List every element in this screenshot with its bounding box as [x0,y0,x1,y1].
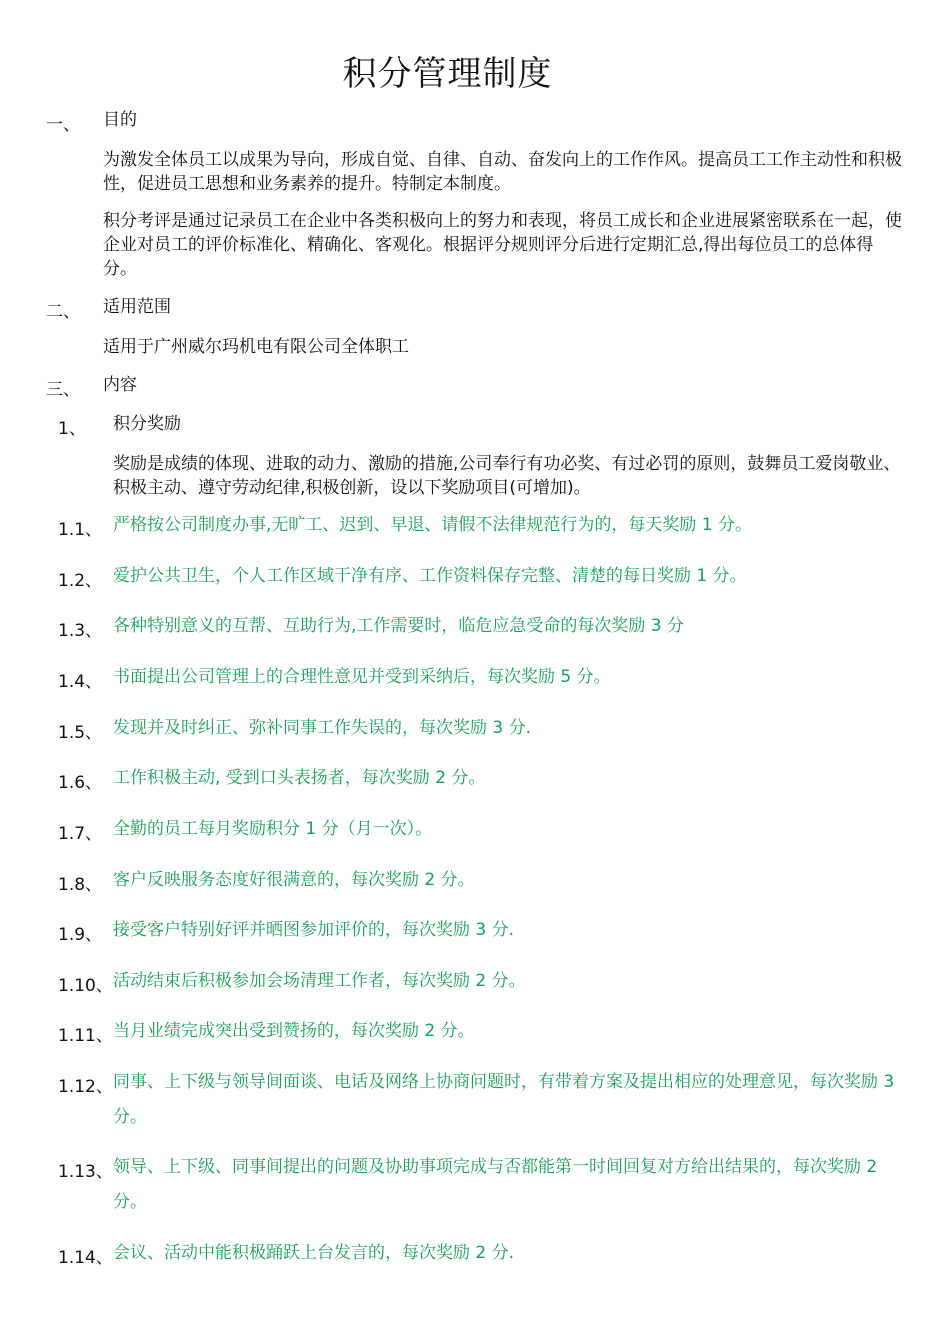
item-number: 1.2、 [58,571,103,591]
paragraph: 积分考评是通过记录员工在企业中各类积极向上的努力和表现，将员工成长和企业进展紧密联系在一起，使企业对员工的评价标准化、精确化、客观化。根据评分规则评分后进行定期汇总,得出每位员工的总体得分。 [103,211,902,279]
document-title: 积分管理制度 [342,54,553,94]
paragraph: 适用于广州威尔玛机电有限公司全体职工 [103,337,409,357]
paragraph: 奖励是成绩的体现、进取的动力、激励的措施,公司奉行有功必奖、有过必罚的原则，鼓舞员工爱岗敬业、积极主动、遵守劳动纪律,积极创新，设以下奖励项目(可增加)。 [113,454,901,498]
section-number: 二、 [46,302,80,322]
item-text: 严格按公司制度办事,无旷工、迟到、早退、请假不法律规范行为的，每天奖励 1 分。 [113,515,753,535]
item-text: 书面提出公司管理上的合理性意见并受到采纳后，每次奖励 5 分。 [113,667,611,687]
item-text: 同事、上下级与领导间面谈、电话及网络上协商问题时，有带着方案及提出相应的处理意见，每次奖励 3 分。 [113,1072,895,1127]
item-number: 1.1、 [58,520,103,540]
section-number: 三、 [46,380,80,400]
item-number: 1.4、 [58,672,103,692]
section-heading: 适用范围 [103,297,171,317]
item-number: 1.13、 [58,1162,113,1182]
item-number: 1.7、 [58,824,103,844]
paragraph: 为激发全体员工以成果为导向，形成自觉、自律、自动、奋发向上的工作作风。提高员工工作主动性和积极性，促进员工思想和业务素养的提升。特制定本制度。 [103,150,902,194]
item-number: 1.11、 [58,1026,113,1046]
item-text: 客户反映服务态度好很满意的，每次奖励 2 分。 [113,870,475,890]
item-text: 接受客户特别好评并晒图参加评价的，每次奖励 3 分. [113,920,515,940]
subsection-number: 1、 [58,419,86,439]
item-number: 1.8、 [58,875,103,895]
subsection-heading: 积分奖励 [113,414,181,434]
section-heading: 内容 [103,375,137,395]
item-text: 全勤的员工每月奖励积分 1 分（月一次）。 [113,819,433,839]
item-number: 1.12、 [58,1077,113,1097]
item-text: 活动结束后积极参加会场清理工作者，每次奖励 2 分。 [113,971,526,991]
item-number: 1.5、 [58,723,103,743]
section-number: 一、 [46,115,80,135]
item-text: 会议、活动中能积极踊跃上台发言的，每次奖励 2 分. [113,1243,515,1263]
item-number: 1.9、 [58,925,103,945]
item-text: 工作积极主动, 受到口头表扬者，每次奖励 2 分。 [113,768,486,788]
section-heading: 目的 [103,110,137,130]
item-text: 发现并及时纠正、弥补同事工作失误的，每次奖励 3 分. [113,718,532,738]
item-text: 各种特别意义的互帮、互助行为,工作需要时，临危应急受命的每次奖励 3 分 [113,616,685,636]
item-number: 1.3、 [58,621,103,641]
item-text: 爱护公共卫生，个人工作区域干净有序、工作资料保存完整、清楚的每日奖励 1 分。 [113,566,747,586]
item-number: 1.10、 [58,976,113,996]
item-number: 1.6、 [58,773,103,793]
item-number: 1.14、 [58,1248,113,1268]
item-text: 当月业绩完成突出受到赞扬的，每次奖励 2 分。 [113,1021,475,1041]
item-text: 领导、上下级、同事间提出的问题及协助事项完成与否都能第一时间回复对方给出结果的，每次奖励 2 分。 [113,1157,878,1212]
